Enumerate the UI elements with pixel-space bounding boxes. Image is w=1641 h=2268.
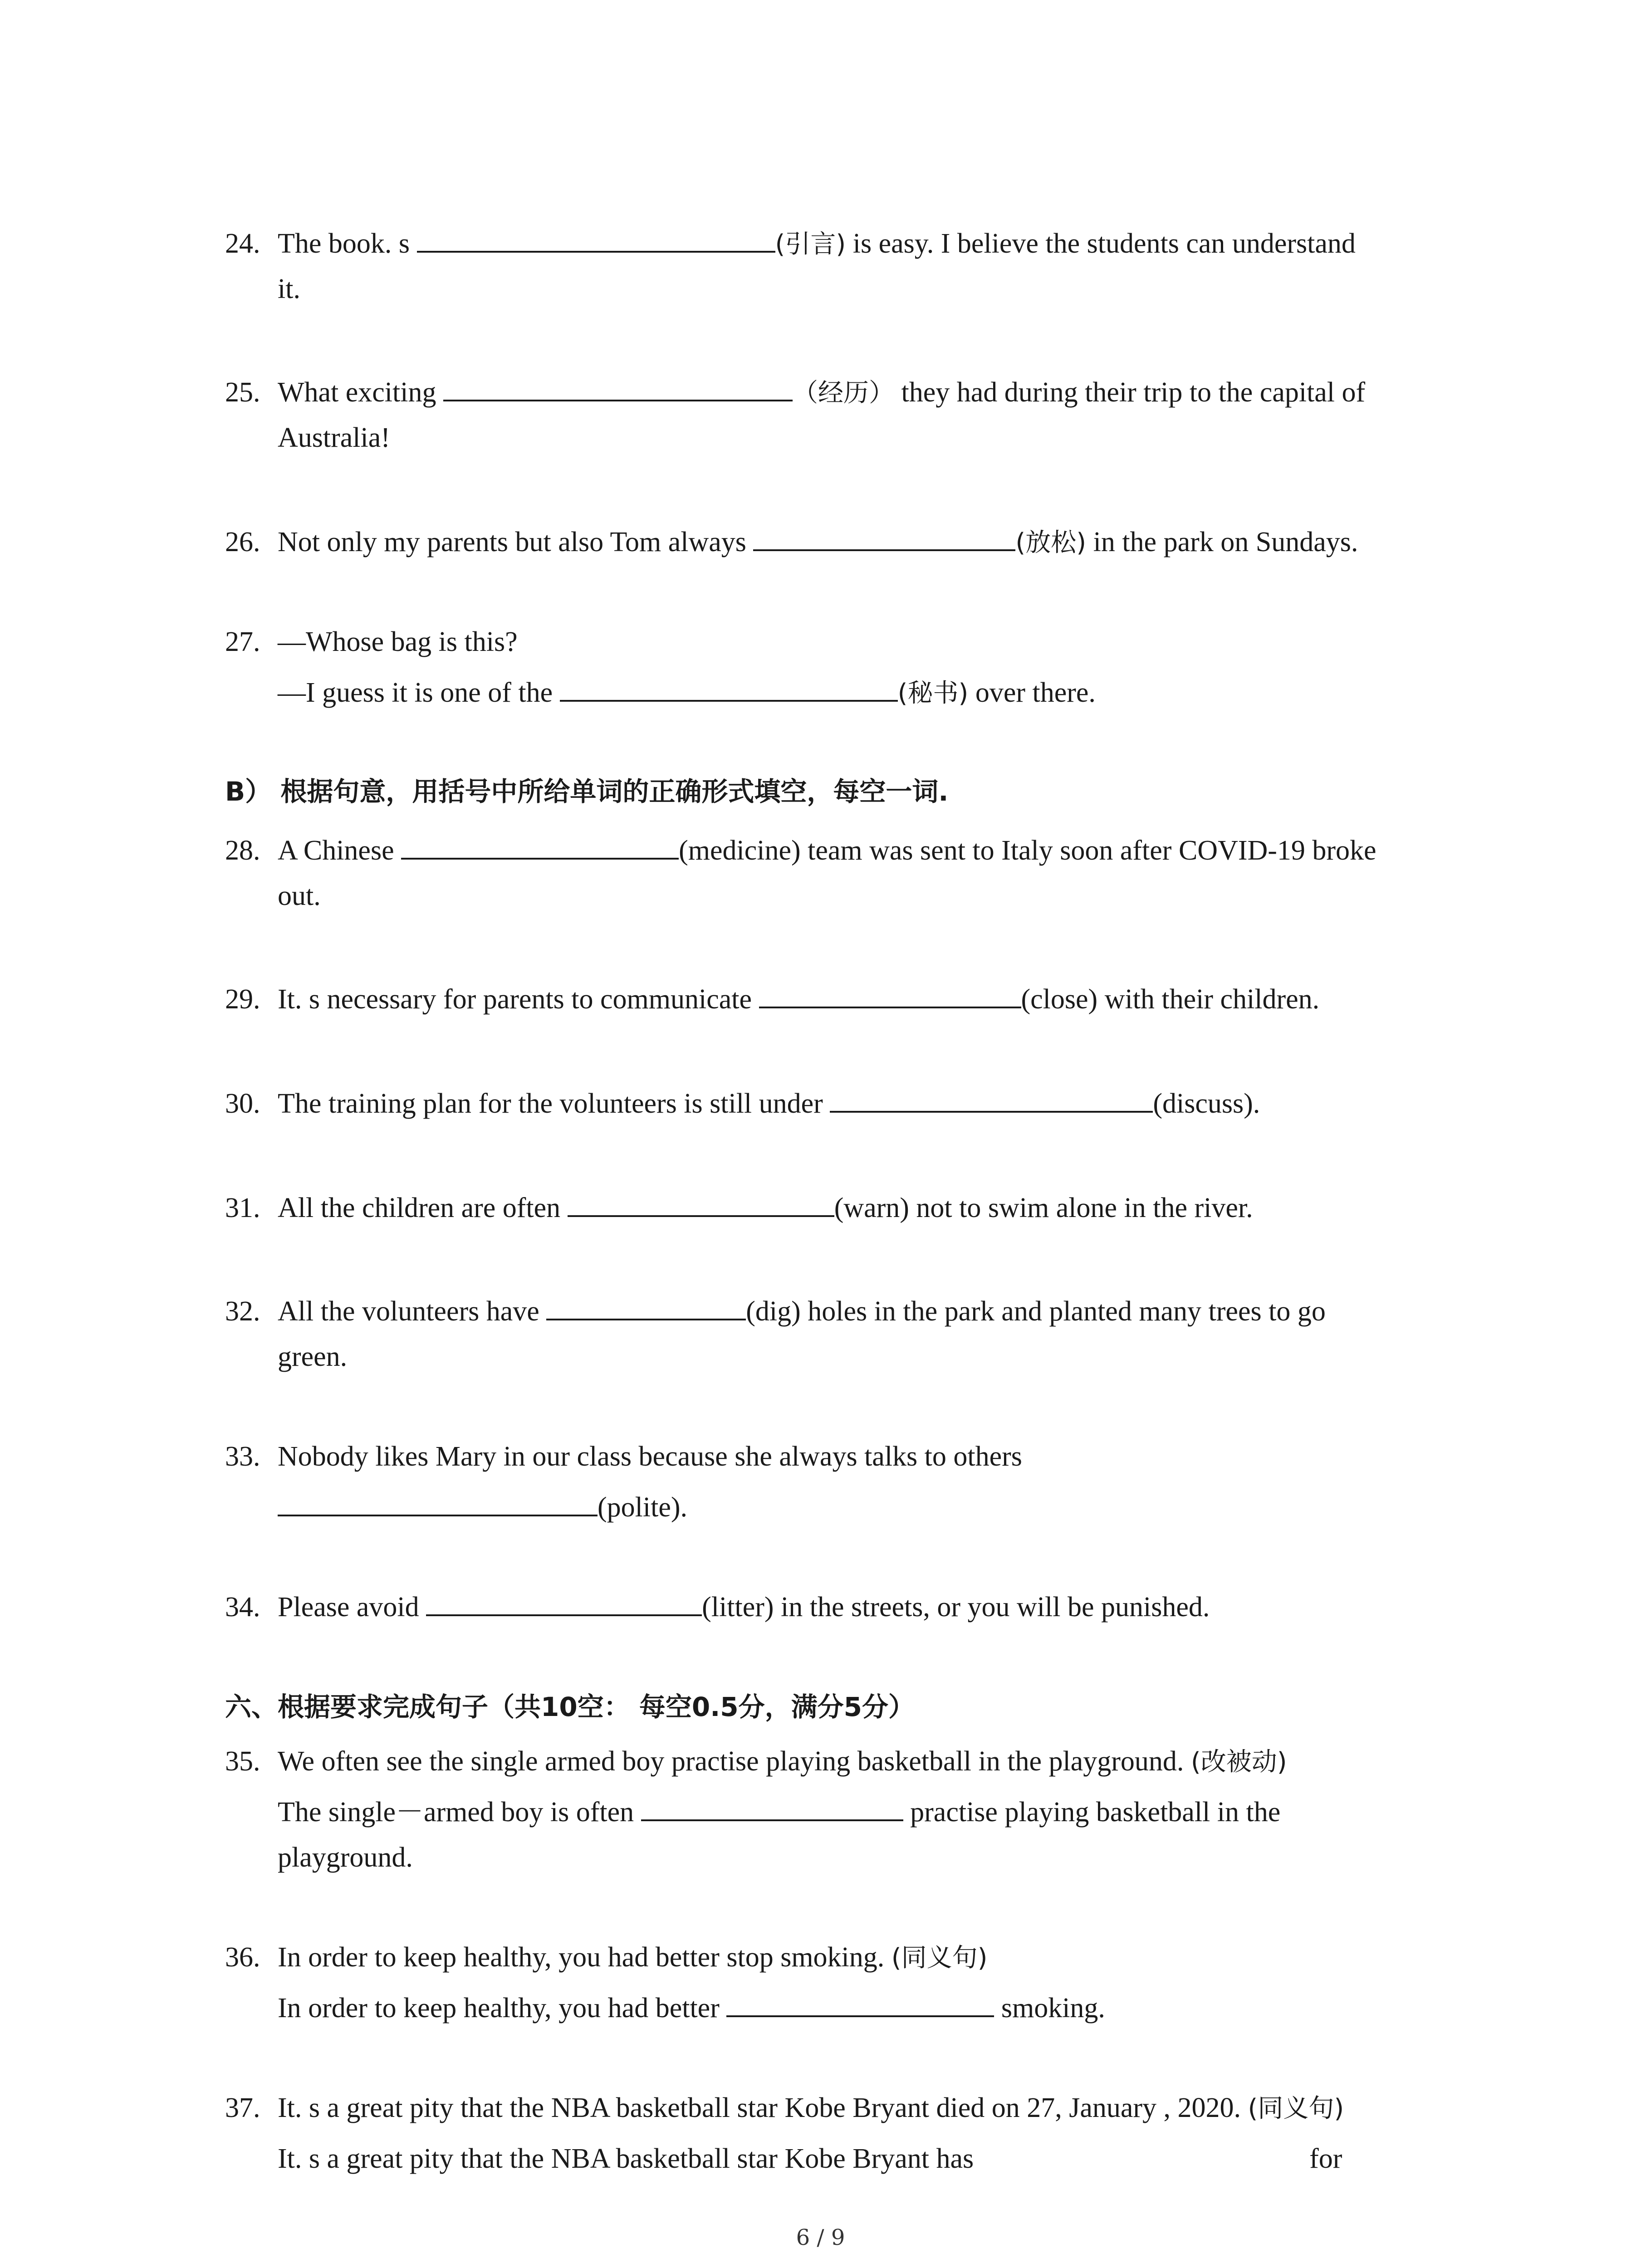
question-number: 37. [225,2092,260,2123]
question-35-line-1 [278,1743,1287,1780]
question-number: 24. [225,228,260,259]
answer-blank-25[interactable] [443,379,793,401]
question-34-line-1 [278,1589,1210,1625]
question-number: 33. [225,1441,260,1472]
question-25-line-2: Australia! [278,422,390,453]
chinese-hint: (秘书) [897,679,969,708]
question-text: is easy. I believe the students can understand [846,228,1356,259]
question-text: In order to keep healthy, you had better stop smoking. [278,1942,892,1973]
question-number: 31. [225,1193,260,1223]
question-number: 26. [225,527,260,557]
question-text: practise playing basketball in the [903,1797,1281,1828]
question-text: The single－armed boy is often [278,1797,641,1828]
answer-blank-30[interactable] [830,1090,1153,1113]
question-37-line-2 [278,2141,1342,2177]
question-35-line-3: playground. [278,1842,413,1873]
question-text: smoking. [994,1993,1105,2024]
question-32-line-1 [278,1293,1326,1330]
question-36-line-2 [278,1990,1105,2026]
question-number: 34. [225,1592,260,1623]
question-text: in the park on Sundays. [1086,527,1358,557]
answer-blank-35[interactable] [641,1799,903,1821]
question-number: 32. [225,1296,260,1327]
question-text: The book. s [278,228,417,259]
question-27-line-1: —Whose bag is this? [278,626,518,657]
question-number: 27. [225,626,260,657]
question-text: What exciting [278,377,443,408]
question-31-line-1 [278,1190,1253,1226]
question-number: 30. [225,1088,260,1119]
question-32-line-2: green. [278,1341,348,1372]
question-text: for [1309,2143,1342,2174]
question-25-line-1 [278,374,1365,411]
question-24-line-2: it. [278,274,300,304]
question-37-line-1 [278,2090,1344,2127]
question-number: 36. [225,1942,260,1973]
question-text: over there. [968,677,1096,708]
answer-blank-31[interactable] [568,1194,834,1217]
question-text: they had during their trip to the capital of [894,377,1366,408]
instruction-hint: (同义句) [891,1943,988,1973]
question-text: The training plan for the volunteers is still under [278,1088,830,1119]
instruction-hint: (改被动) [1190,1747,1287,1777]
instruction-hint: (同义句) [1248,2094,1344,2123]
question-number: 25. [225,377,260,408]
question-text: (polite). [598,1492,687,1523]
answer-blank-36[interactable] [726,1994,994,2017]
answer-blank-34[interactable] [426,1593,702,1616]
question-text: It. s a great pity that the NBA basketball star Kobe Bryant died on 27, January , 2020. [278,2092,1248,2123]
question-number: 35. [225,1746,260,1777]
chinese-hint: (引言) [775,230,846,259]
question-text: All the children are often [278,1193,568,1223]
question-text: (discuss). [1153,1088,1260,1119]
question-number: 28. [225,835,260,866]
chinese-hint: （经历） [792,378,894,408]
answer-blank-32[interactable] [546,1298,746,1320]
answer-blank-26[interactable] [753,528,1015,551]
answer-blank-33[interactable] [278,1494,598,1516]
question-24-line-1 [278,225,1356,263]
question-text: —I guess it is one of the [278,677,560,708]
question-30-line-1 [278,1085,1260,1122]
question-number: 29. [225,984,260,1015]
question-33-line-2 [278,1489,687,1525]
question-28-line-2: out. [278,880,321,911]
question-text: (medicine) team was sent to Italy soon after COVID-19 broke [679,835,1376,866]
question-text: Not only my parents but also Tom always [278,527,754,557]
question-text: (litter) in the streets, or you will be punished. [702,1592,1210,1623]
question-27-line-2 [278,675,1096,712]
question-28-line-1 [278,832,1376,869]
question-text: We often see the single armed boy practise playing basketball in the playground. [278,1746,1191,1777]
question-text: In order to keep healthy, you had better [278,1993,727,2024]
question-text: All the volunteers have [278,1296,547,1327]
question-33-line-1: Nobody likes Mary in our class because she always talks to others [278,1441,1022,1472]
answer-blank-27[interactable] [560,679,898,702]
section-6-heading: 六、根据要求完成句子（共10空： 每空0.5分，满分5分） [225,1691,915,1722]
question-35-line-2 [278,1794,1280,1830]
answer-blank-28[interactable] [401,837,679,860]
question-29-line-1 [278,981,1319,1017]
question-text: (warn) not to swim alone in the river. [834,1193,1253,1223]
question-36-line-1 [278,1939,987,1976]
question-text: It. s necessary for parents to communicate [278,984,759,1015]
question-text: (close) with their children. [1021,984,1320,1015]
answer-blank-29[interactable] [759,986,1021,1008]
page-number: 6 / 9 [796,2225,845,2250]
question-text: It. s a great pity that the NBA basketball star Kobe Bryant has [278,2143,974,2174]
chinese-hint: (放松) [1015,528,1087,557]
question-text: (dig) holes in the park and planted many trees to go [746,1296,1326,1327]
section-b-heading: B） 根据句意，用括号中所给单词的正确形式填空，每空一词. [225,776,949,807]
question-text: Please avoid [278,1592,426,1623]
answer-blank-24[interactable] [417,230,775,253]
question-26-line-1 [278,524,1358,561]
question-text: A Chinese [278,835,402,866]
